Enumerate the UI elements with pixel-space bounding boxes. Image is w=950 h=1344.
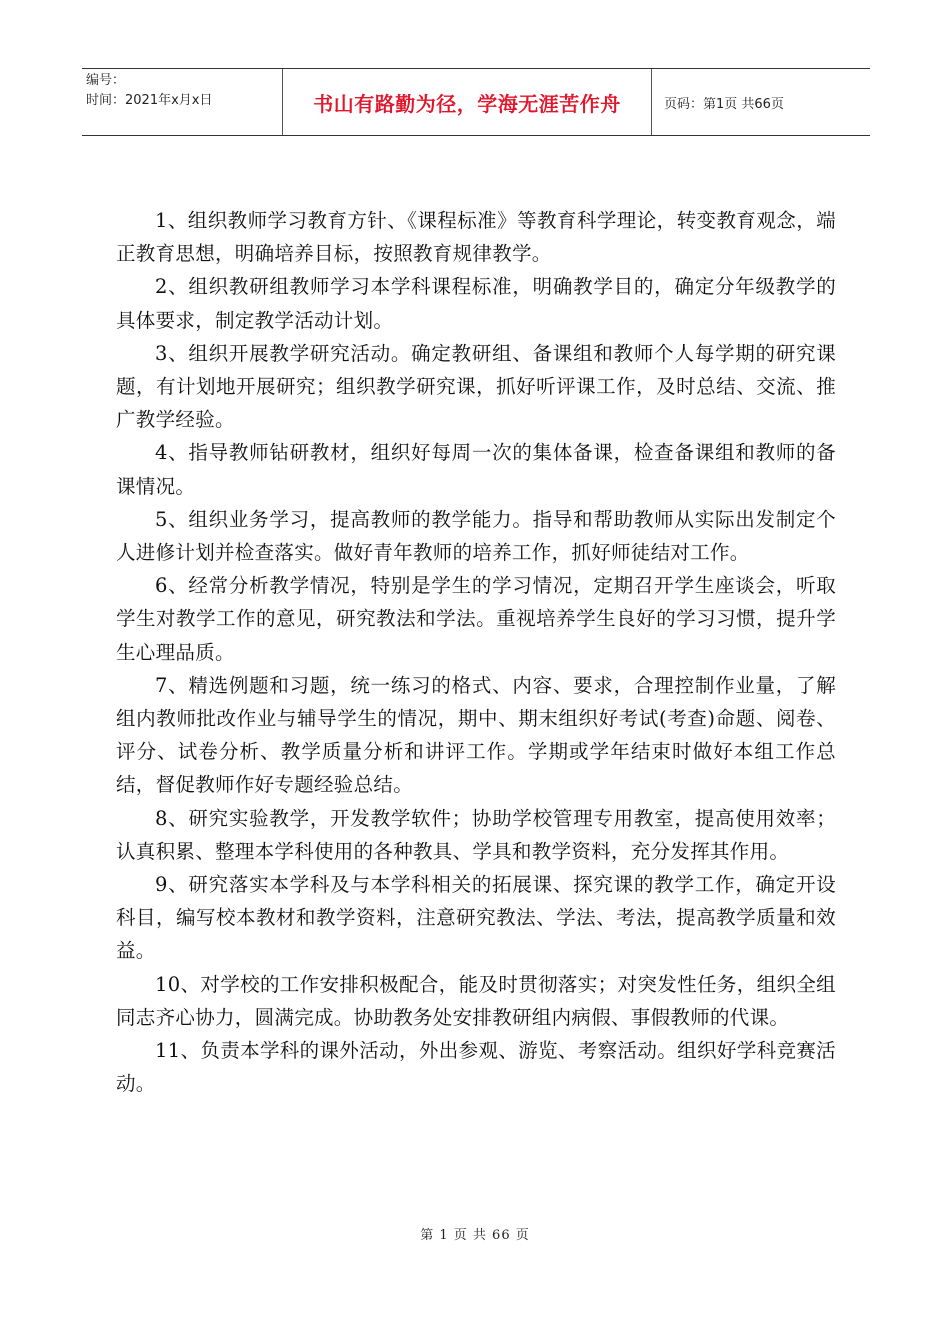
paragraph-9: 9、研究落实本学科及与本学科相关的拓展课、探究课的教学工作，确定开设科目，编写校本教材和教学资料，注意研究教法、学法、考法，提高教学质量和效益。	[116, 873, 836, 963]
paragraph-4: 4、指导教师钻研教材，组织好每周一次的集体备课，检查备课组和教师的备课情况。	[116, 441, 836, 498]
number-label: 编号：	[86, 73, 126, 88]
paragraph-8: 8、研究实验教学，开发教学软件；协助学校管理专用教室，提高使用效率；认真积累、整理本学科使用的各种教具、学具和教学资料，充分发挥其作用。	[116, 806, 836, 863]
paragraph-5: 5、组织业务学习，提高教师的教学能力。指导和帮助教师从实际出发制定个人进修计划并检查落实。做好青年教师的培养工作，抓好师徒结对工作。	[116, 507, 836, 565]
paragraph-10: 10、对学校的工作安排积极配合，能及时贯彻落实；对突发性任务，组织全组同志齐心协力，圆满完成。协助教务处安排教研组内病假、事假教师的代课。	[116, 972, 836, 1029]
header-meta	[82, 69, 282, 135]
paragraph-3: 3、组织开展教学研究活动。确定教研组、备课组和教师个人每学期的研究课题，有计划地开展研究；组织教学研究课，抓好听评课工作，及时总结、交流、推广教学经验。	[116, 341, 836, 432]
paragraph-2: 2、组织教研组教师学习本学科课程标准，明确教学目的，确定分年级教学的具体要求，制定教学活动计划。	[116, 275, 836, 332]
paragraph-7: 7、精选例题和习题，统一练习的格式、内容、要求，合理控制作业量，了解组内教师批改作业与辅导学生的情况，期中、期末组织好考试(考查)命题、阅卷、评分、试卷分析、教学质量分析和讲评工作。学期或学年结束时做好本组工作总结，督促教师作好专题经验总结。	[116, 673, 836, 797]
document-header	[82, 68, 870, 136]
time-label: 时间：2021年x月x日	[86, 93, 213, 108]
paragraph-6: 6、经常分析教学情况，特别是学生的学习情况，定期召开学生座谈会，听取学生对教学工作的意见，研究教法和学法。重视培养学生良好的学习习惯，提升学生心理品质。	[116, 574, 836, 664]
motto-cell	[282, 69, 652, 135]
motto-text: 书山有路勤为径，学海无涯苦作舟	[313, 91, 621, 116]
page-code: 页码：第1页 共66页	[664, 96, 784, 112]
page-code-cell	[652, 69, 870, 135]
paragraph-11: 11、负责本学科的课外活动，外出参观、游览、考察活动。组织好学科竞赛活动。	[116, 1039, 836, 1096]
document-body	[116, 204, 836, 1100]
page-footer: 第 1 页 共 66 页	[420, 1228, 530, 1243]
paragraph-1: 1、组织教师学习教育方针、《课程标准》等教育科学理论，转变教育观念，端正教育思想，明确培养目标，按照教育规律教学。	[116, 209, 836, 266]
